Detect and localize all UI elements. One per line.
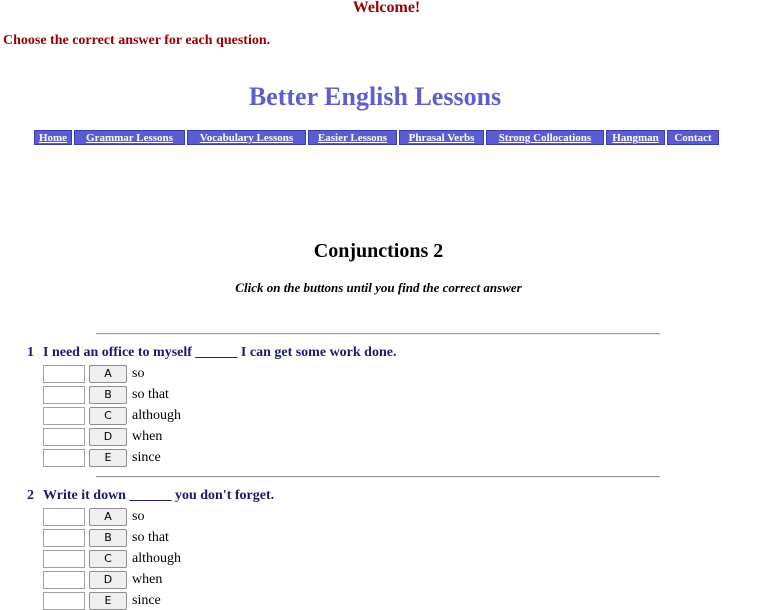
answer-box: [43, 428, 85, 446]
option-text: so that: [132, 530, 169, 545]
answer-box: [43, 571, 85, 589]
option-row: [43, 428, 162, 446]
answer-box: [43, 407, 85, 425]
nav-vocabulary-lessons[interactable]: Vocabulary Lessons: [187, 130, 306, 145]
question-text: I need an office to myself ______ I can get some work done.: [43, 345, 397, 360]
answer-box: [43, 529, 85, 547]
option-a-button[interactable]: A: [89, 508, 127, 526]
option-text: when: [132, 429, 163, 444]
question-1: [27, 345, 396, 361]
answer-box: [43, 386, 85, 404]
divider: [96, 476, 660, 478]
option-text: so that: [132, 387, 169, 402]
option-text: although: [132, 408, 181, 423]
option-text: since: [132, 593, 161, 608]
divider: [96, 333, 660, 335]
nav-grammar-lessons[interactable]: Grammar Lessons: [74, 130, 185, 145]
nav-phrasal-verbs[interactable]: Phrasal Verbs: [399, 130, 484, 145]
option-b-button[interactable]: B: [89, 529, 127, 547]
option-row: [43, 386, 169, 404]
nav-contact[interactable]: Contact: [667, 130, 719, 145]
nav-easier-lessons[interactable]: Easier Lessons: [308, 130, 397, 145]
answer-box: [43, 365, 85, 383]
question-2: [27, 488, 274, 504]
option-e-button[interactable]: E: [89, 449, 127, 467]
option-text: so: [132, 366, 145, 381]
instructions-text: Choose the correct answer for each question.: [3, 33, 271, 48]
nav-bar: [34, 130, 719, 145]
option-text: so: [132, 509, 145, 524]
quiz-title: Conjunctions 2: [313, 240, 444, 262]
option-row: [43, 592, 161, 610]
option-row: [43, 365, 144, 383]
option-row: [43, 407, 181, 425]
question-text: Write it down ______ you don't forget.: [43, 488, 275, 503]
option-c-button[interactable]: C: [89, 407, 127, 425]
quiz-subtitle: Click on the buttons until you find the correct answer: [235, 280, 522, 295]
option-row: [43, 449, 161, 467]
option-a-button[interactable]: A: [89, 365, 127, 383]
option-row: [43, 571, 162, 589]
answer-box: [43, 449, 85, 467]
option-c-button[interactable]: C: [89, 550, 127, 568]
option-row: [43, 529, 169, 547]
answer-box: [43, 592, 85, 610]
site-title: Better English Lessons: [248, 82, 502, 111]
option-d-button[interactable]: D: [89, 428, 127, 446]
option-text: although: [132, 551, 181, 566]
nav-hangman[interactable]: Hangman: [606, 130, 665, 145]
nav-home[interactable]: Home: [34, 130, 72, 145]
question-number: 2: [27, 488, 34, 503]
option-row: [43, 508, 144, 526]
option-text: when: [132, 572, 163, 587]
option-row: [43, 550, 181, 568]
option-e-button[interactable]: E: [89, 592, 127, 610]
option-d-button[interactable]: D: [89, 571, 127, 589]
nav-strong-collocations[interactable]: Strong Collocations: [486, 130, 604, 145]
answer-box: [43, 508, 85, 526]
option-text: since: [132, 450, 161, 465]
answer-box: [43, 550, 85, 568]
welcome-heading: Welcome!: [352, 0, 421, 16]
option-b-button[interactable]: B: [89, 386, 127, 404]
question-number: 1: [27, 345, 34, 360]
